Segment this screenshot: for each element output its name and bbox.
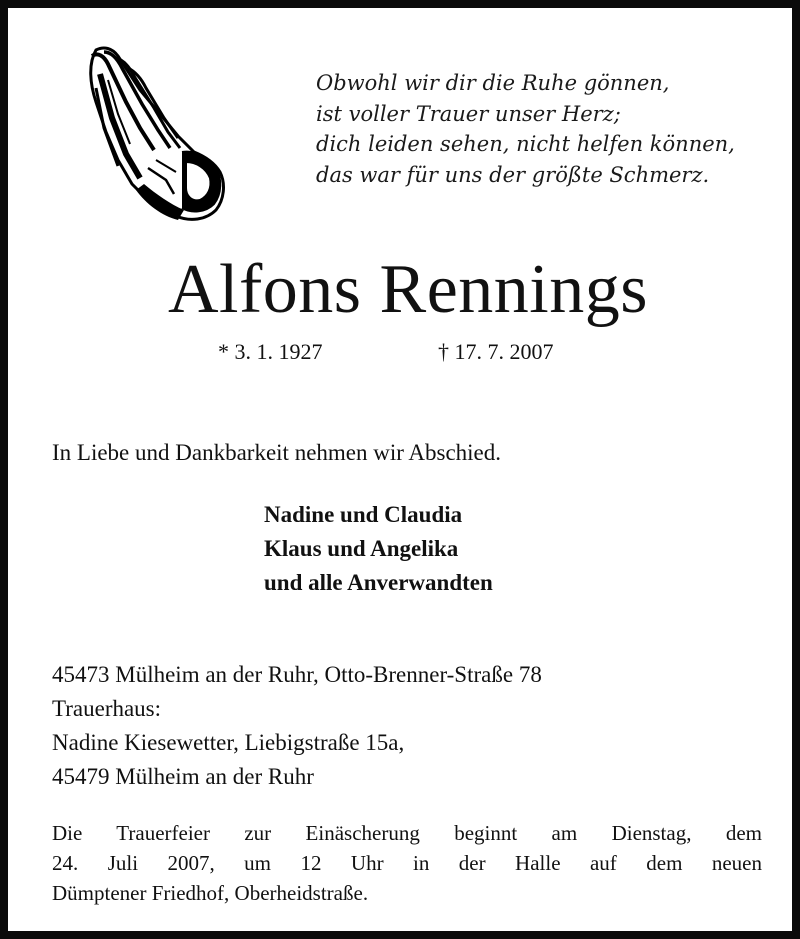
praying-hands-icon bbox=[82, 44, 228, 224]
service-line: Die Trauerfeier zur Einäscherung beginnt am Dienstag, dem bbox=[52, 821, 762, 845]
poem-line: ist voller Trauer unser Herz; bbox=[316, 101, 621, 126]
address-line: Nadine Kiesewetter, Liebigstraße 15a, bbox=[52, 730, 405, 755]
service-line: Dümptener Friedhof, Oberheidstraße. bbox=[52, 881, 369, 905]
address-line: 45473 Mülheim an der Ruhr, Otto-Brenner-Straße 78 bbox=[52, 662, 542, 687]
mourners-list bbox=[264, 498, 493, 600]
mourner-line: Nadine und Claudia bbox=[264, 502, 463, 527]
deceased-name: Alfons Rennings bbox=[168, 251, 648, 328]
poem-line: das war für uns der größte Schmerz. bbox=[316, 162, 710, 187]
address-line: 45479 Mülheim an der Ruhr bbox=[52, 764, 314, 789]
address-block bbox=[52, 658, 542, 794]
mourner-line: Klaus und Angelika bbox=[264, 536, 459, 561]
farewell-text: In Liebe und Dankbarkeit nehmen wir Abschied. bbox=[52, 440, 502, 465]
poem-line: dich leiden sehen, nicht helfen können, bbox=[316, 132, 735, 156]
death-date: † 17. 7. 2007 bbox=[438, 339, 554, 364]
poem bbox=[316, 68, 786, 190]
mourner-line: und alle Anverwandten bbox=[264, 570, 493, 595]
life-dates bbox=[218, 336, 554, 368]
service-line: 24. Juli 2007, um 12 Uhr in der Halle auf dem neuen bbox=[52, 851, 762, 875]
poem-line: Obwohl wir dir die Ruhe gönnen, bbox=[316, 71, 670, 95]
trauerhaus-label: Trauerhaus: bbox=[52, 696, 162, 721]
birth-date: * 3. 1. 1927 bbox=[218, 339, 323, 364]
service-announcement bbox=[52, 818, 762, 908]
